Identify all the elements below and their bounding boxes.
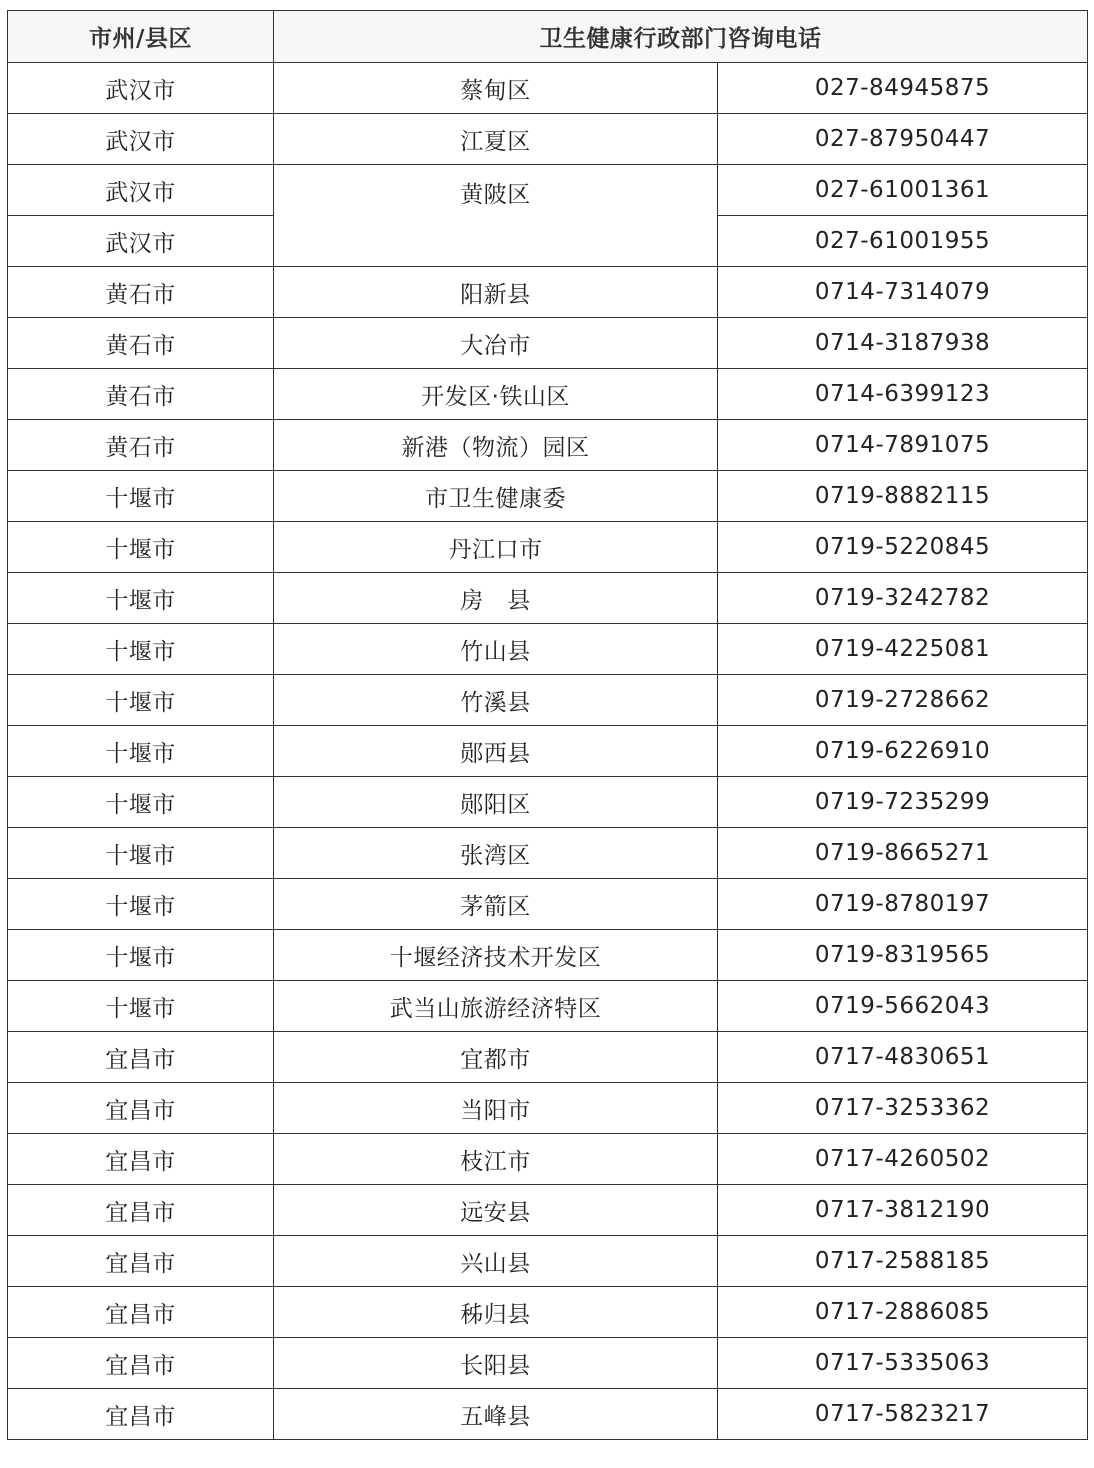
- district-cell: 蔡甸区: [274, 63, 718, 114]
- table-row: [8, 1083, 1088, 1134]
- table-row: [8, 420, 1088, 471]
- table-body: [8, 63, 1088, 1440]
- city-cell: 武汉市: [8, 114, 274, 165]
- city-cell: 十堰市: [8, 471, 274, 522]
- district-cell: 江夏区: [274, 114, 718, 165]
- phone-cell: 0719-4225081: [718, 624, 1088, 675]
- table-row: [8, 573, 1088, 624]
- city-cell: 十堰市: [8, 573, 274, 624]
- table-row: [8, 777, 1088, 828]
- table-row: [8, 1134, 1088, 1185]
- phone-cell: 0717-5335063: [718, 1338, 1088, 1389]
- table-row: [8, 624, 1088, 675]
- district-cell: 丹江口市: [274, 522, 718, 573]
- city-cell: 宜昌市: [8, 1338, 274, 1389]
- table-row: [8, 369, 1088, 420]
- city-cell: 宜昌市: [8, 1083, 274, 1134]
- phone-cell: 0717-3812190: [718, 1185, 1088, 1236]
- table-row: [8, 1032, 1088, 1083]
- phone-cell: 0719-8780197: [718, 879, 1088, 930]
- table-row: [8, 675, 1088, 726]
- phone-cell: 0714-7314079: [718, 267, 1088, 318]
- city-cell: 十堰市: [8, 624, 274, 675]
- city-cell: 武汉市: [8, 165, 274, 216]
- district-cell: 兴山县: [274, 1236, 718, 1287]
- phone-cell: 0714-3187938: [718, 318, 1088, 369]
- table-row: [8, 471, 1088, 522]
- phone-cell: 027-87950447: [718, 114, 1088, 165]
- city-cell: 宜昌市: [8, 1389, 274, 1440]
- city-cell: 十堰市: [8, 522, 274, 573]
- phone-cell: 0714-7891075: [718, 420, 1088, 471]
- district-cell: 黄陂区: [274, 165, 718, 267]
- city-cell: 十堰市: [8, 828, 274, 879]
- phone-cell: 0719-8665271: [718, 828, 1088, 879]
- city-cell: 十堰市: [8, 879, 274, 930]
- district-cell: 十堰经济技术开发区: [274, 930, 718, 981]
- phone-cell: 0717-2588185: [718, 1236, 1088, 1287]
- district-cell: 枝江市: [274, 1134, 718, 1185]
- header-city-district: 市州/县区: [8, 11, 274, 63]
- city-cell: 黄石市: [8, 420, 274, 471]
- table-row: [8, 1338, 1088, 1389]
- district-cell: 新港（物流）园区: [274, 420, 718, 471]
- city-cell: 十堰市: [8, 726, 274, 777]
- district-cell: 五峰县: [274, 1389, 718, 1440]
- table-row: [8, 1185, 1088, 1236]
- table-row: [8, 165, 1088, 216]
- table-row: [8, 1287, 1088, 1338]
- district-cell: 宜都市: [274, 1032, 718, 1083]
- district-cell: 市卫生健康委: [274, 471, 718, 522]
- phone-cell: 0719-5220845: [718, 522, 1088, 573]
- phone-cell: 0719-6226910: [718, 726, 1088, 777]
- district-cell: 当阳市: [274, 1083, 718, 1134]
- district-cell: 郧阳区: [274, 777, 718, 828]
- table-row: [8, 522, 1088, 573]
- district-cell: 房 县: [274, 573, 718, 624]
- header-phone: 卫生健康行政部门咨询电话: [274, 11, 1088, 63]
- phone-cell: 027-84945875: [718, 63, 1088, 114]
- district-cell: 阳新县: [274, 267, 718, 318]
- district-cell: 长阳县: [274, 1338, 718, 1389]
- city-cell: 宜昌市: [8, 1236, 274, 1287]
- district-cell: 远安县: [274, 1185, 718, 1236]
- phone-cell: 0719-3242782: [718, 573, 1088, 624]
- district-cell: 竹溪县: [274, 675, 718, 726]
- table-row: [8, 828, 1088, 879]
- table-row: [8, 879, 1088, 930]
- city-cell: 十堰市: [8, 777, 274, 828]
- city-cell: 十堰市: [8, 981, 274, 1032]
- district-cell: 竹山县: [274, 624, 718, 675]
- district-cell: 张湾区: [274, 828, 718, 879]
- phone-cell: 027-61001361: [718, 165, 1088, 216]
- city-cell: 宜昌市: [8, 1287, 274, 1338]
- table-row: [8, 981, 1088, 1032]
- table-row: [8, 318, 1088, 369]
- district-cell: 秭归县: [274, 1287, 718, 1338]
- phone-cell: 027-61001955: [718, 216, 1088, 267]
- phone-cell: 0714-6399123: [718, 369, 1088, 420]
- city-cell: 武汉市: [8, 216, 274, 267]
- city-cell: 宜昌市: [8, 1185, 274, 1236]
- district-cell: 大冶市: [274, 318, 718, 369]
- phone-cell: 0719-7235299: [718, 777, 1088, 828]
- table-row: [8, 1236, 1088, 1287]
- phone-cell: 0717-4830651: [718, 1032, 1088, 1083]
- district-cell: 武当山旅游经济特区: [274, 981, 718, 1032]
- phone-cell: 0717-2886085: [718, 1287, 1088, 1338]
- district-cell: 开发区·铁山区: [274, 369, 718, 420]
- city-cell: 武汉市: [8, 63, 274, 114]
- city-cell: 十堰市: [8, 930, 274, 981]
- phone-cell: 0717-5823217: [718, 1389, 1088, 1440]
- table-row: [8, 114, 1088, 165]
- phone-cell: 0719-5662043: [718, 981, 1088, 1032]
- contact-table: [7, 10, 1088, 1440]
- city-cell: 宜昌市: [8, 1032, 274, 1083]
- table-row: [8, 1389, 1088, 1440]
- city-cell: 黄石市: [8, 369, 274, 420]
- district-cell: 茅箭区: [274, 879, 718, 930]
- phone-cell: 0719-8882115: [718, 471, 1088, 522]
- header-row: [8, 11, 1088, 63]
- table-row: [8, 63, 1088, 114]
- table-row: [8, 267, 1088, 318]
- phone-cell: 0719-2728662: [718, 675, 1088, 726]
- phone-cell: 0719-8319565: [718, 930, 1088, 981]
- phone-cell: 0717-3253362: [718, 1083, 1088, 1134]
- city-cell: 宜昌市: [8, 1134, 274, 1185]
- table-row: [8, 930, 1088, 981]
- city-cell: 黄石市: [8, 267, 274, 318]
- city-cell: 十堰市: [8, 675, 274, 726]
- city-cell: 黄石市: [8, 318, 274, 369]
- table-row: [8, 726, 1088, 777]
- phone-cell: 0717-4260502: [718, 1134, 1088, 1185]
- district-cell: 郧西县: [274, 726, 718, 777]
